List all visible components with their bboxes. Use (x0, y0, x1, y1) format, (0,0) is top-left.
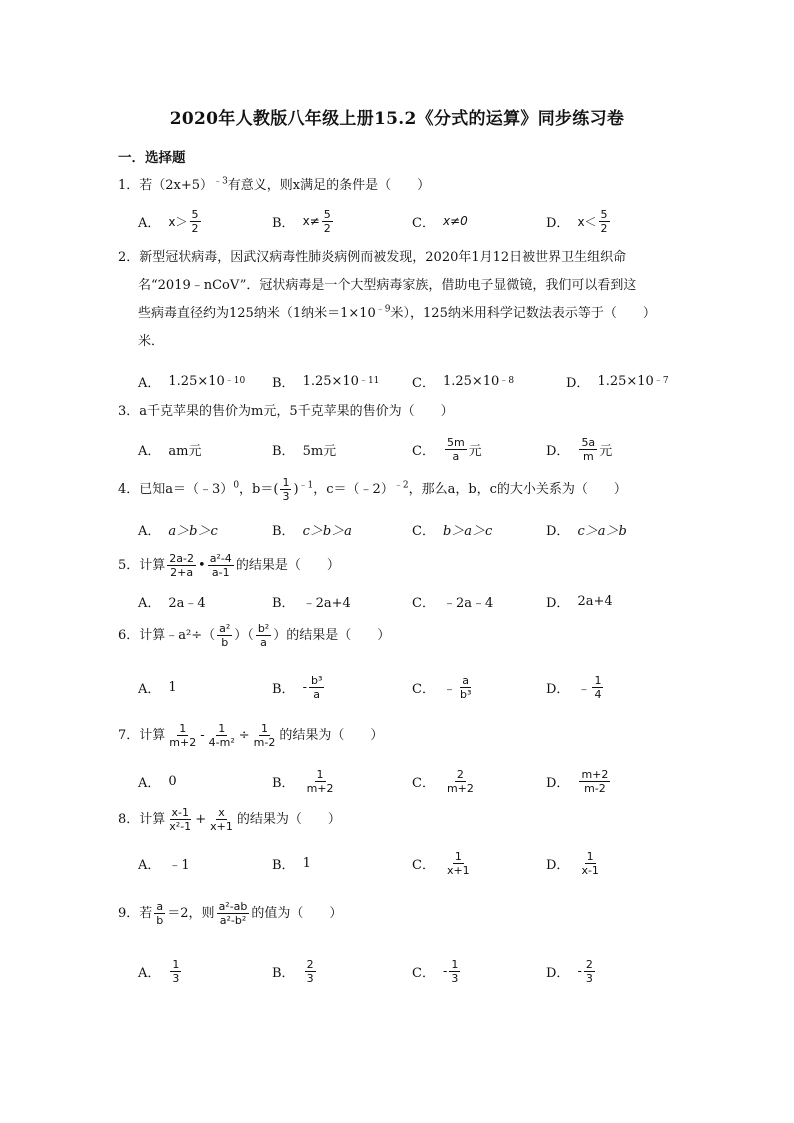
option-label: C． (412, 443, 435, 459)
exponent: 0 (233, 480, 240, 491)
exponent: ﹣3 (213, 176, 228, 187)
option-text: 5m元 (302, 443, 337, 459)
denominator: m-2 (253, 736, 276, 749)
numerator: 5m (446, 435, 465, 449)
option-label: B． (272, 443, 295, 459)
fraction (280, 476, 291, 503)
denominator: x-1 (581, 863, 599, 877)
option-label: D． (546, 595, 570, 611)
options-7 (138, 764, 678, 798)
numerator: 1 (218, 722, 226, 735)
denominator: a (452, 449, 460, 463)
option-d[interactable] (546, 954, 597, 988)
question-3 (118, 398, 678, 426)
option-text: c＞a＞b (577, 523, 627, 539)
denominator: 3 (282, 490, 290, 503)
question-text: 米． (138, 334, 165, 349)
option-label: B． (272, 857, 295, 873)
fraction (445, 768, 476, 795)
option-label: B． (272, 523, 295, 539)
denominator: a (260, 636, 267, 649)
denominator: 3 (585, 971, 593, 985)
fraction (170, 958, 181, 985)
option-b[interactable] (272, 846, 311, 880)
question-text: 计算 (139, 812, 166, 827)
question-text: 新型冠状病毒，因武汉病毒性肺炎病例而被发现，2020年1月12日被世界卫生组织命 (139, 250, 627, 265)
question-text: 名“2019﹣nCoV”．冠状病毒是一个大型病毒家族，借助电子显微镜，我们可以看到这 (138, 278, 637, 293)
fraction (190, 208, 201, 235)
option-b[interactable] (272, 204, 335, 238)
denominator: b (156, 914, 164, 927)
option-label: A． (138, 681, 161, 697)
question-6 (118, 622, 678, 650)
question-text: 的结果为（ ） (236, 812, 341, 827)
question-text: ) (293, 482, 299, 497)
fraction (154, 900, 165, 927)
options-5 (138, 584, 678, 618)
question-text: a千克苹果的售价为m元，5千克苹果的售价为（ ） (139, 404, 454, 419)
fraction (592, 674, 603, 701)
denominator: a²-b² (219, 914, 247, 927)
question-1 (118, 172, 678, 200)
question-number: 7． (118, 728, 140, 743)
numerator: a (462, 673, 470, 687)
fraction (599, 208, 610, 235)
option-a[interactable] (138, 512, 218, 546)
fraction (322, 208, 333, 235)
option-label: C． (412, 215, 435, 231)
numerator: 5a (581, 435, 596, 449)
option-label: D． (546, 443, 570, 459)
question-text: 计算﹣a²÷（ (139, 628, 216, 643)
option-label: D． (546, 523, 570, 539)
fraction (217, 900, 250, 927)
option-a[interactable]: A． 1.25×10 ﹣10 (138, 373, 246, 391)
option-b[interactable] (272, 432, 336, 466)
numerator: 2 (306, 957, 314, 971)
option-text: 2a﹣4 (168, 595, 206, 611)
option-label: D． (546, 775, 570, 791)
numerator: b³ (310, 673, 323, 687)
exponent: ﹣1 (298, 480, 314, 491)
option-text: 元 (599, 443, 613, 459)
option-text: b＞a＞c (442, 523, 493, 539)
option-text: ﹣1 (168, 857, 190, 873)
operator: ÷ (238, 728, 250, 743)
denominator: m+2 (169, 736, 197, 749)
question-text: 计算 (139, 558, 166, 573)
option-c[interactable] (412, 432, 482, 466)
numerator: 1 (586, 849, 594, 863)
sign: ﹣ (442, 681, 456, 697)
denominator: x+1 (446, 863, 470, 877)
option-text: ﹣2a﹣4 (442, 595, 494, 611)
option-d[interactable] (546, 764, 612, 798)
option-label: B． (272, 965, 295, 981)
question-number: 3． (118, 404, 140, 419)
question-number: 2． (118, 250, 140, 265)
option-label: A． (138, 523, 161, 539)
section-heading: 一．选择题 (118, 150, 186, 166)
option-label: B． (272, 775, 295, 791)
option-label: C． (412, 375, 435, 391)
exponent: ﹣2 (393, 480, 409, 491)
option-text: a＞b＞c (168, 523, 218, 539)
numerator: a²-4 (209, 552, 232, 565)
question-number: 1． (118, 178, 140, 193)
numerator: 1 (454, 849, 462, 863)
question-text: 的结果是（ ） (235, 558, 340, 573)
question-text: 已知a＝（﹣3） (139, 482, 234, 497)
question-8 (118, 806, 678, 834)
operator: + (195, 812, 207, 827)
option-text: 0 (168, 773, 177, 789)
question-text: ）（ (234, 628, 254, 643)
option-label: C． (412, 857, 435, 873)
option-label: A． (138, 443, 161, 459)
options-9 (138, 954, 678, 988)
option-c[interactable] (412, 954, 462, 988)
fraction (252, 722, 278, 749)
numerator: 2 (456, 767, 464, 781)
option-c[interactable] (412, 512, 492, 546)
fraction (207, 722, 237, 749)
denominator: b (221, 636, 229, 649)
option-a[interactable] (138, 584, 206, 618)
option-label: C． (412, 775, 435, 791)
denominator: 4-m² (208, 736, 235, 749)
question-text: ，b＝( (239, 482, 279, 497)
option-label: B． (272, 681, 295, 697)
option-label: B． (272, 595, 295, 611)
option-text: 1.25×10 (442, 373, 500, 389)
fraction (217, 622, 232, 649)
numerator: a (156, 900, 164, 913)
options-3 (138, 432, 678, 466)
question-5 (118, 552, 678, 580)
numerator: 1 (451, 957, 459, 971)
denominator: 2 (191, 221, 199, 235)
numerator: 2a-2 (169, 552, 195, 565)
option-label: C． (412, 595, 435, 611)
option-text: 1.25×10 (597, 373, 654, 389)
option-b[interactable] (272, 764, 338, 798)
question-number: 8． (118, 812, 140, 827)
fraction (579, 436, 597, 463)
option-text: x＜ (577, 214, 597, 229)
option-text: 1.25×10 (302, 373, 359, 389)
option-text: 1 (168, 679, 177, 695)
denominator: 2 (323, 221, 331, 235)
numerator: a²-ab (218, 900, 248, 913)
options-6 (138, 670, 678, 704)
numerator: 1 (316, 767, 324, 781)
option-label: D． (546, 215, 570, 231)
numerator: 1 (260, 722, 268, 735)
option-text: c＞b＞a (302, 523, 352, 539)
option-b[interactable] (272, 584, 351, 618)
denominator: 4 (594, 687, 602, 701)
option-b[interactable] (272, 670, 326, 704)
option-label: D． (546, 857, 570, 873)
denominator: m+2 (446, 781, 474, 795)
option-label: D． (546, 681, 570, 697)
option-a[interactable] (138, 954, 183, 988)
question-text: 米），125纳米用科学记数法表示等于（ ） (390, 306, 656, 321)
option-text: am元 (168, 443, 202, 459)
option-label: A． (138, 215, 161, 231)
denominator: x²-1 (169, 820, 192, 833)
option-a[interactable] (138, 670, 177, 704)
sign: - (302, 679, 307, 695)
numerator: b² (257, 622, 270, 635)
question-text: 的结果为（ ） (279, 728, 384, 743)
option-a[interactable] (138, 432, 201, 466)
numerator: x-1 (171, 806, 189, 819)
option-label: A． (138, 775, 161, 791)
option-d[interactable] (546, 846, 603, 880)
sign: - (442, 963, 448, 979)
numerator: x (218, 806, 225, 819)
denominator: a-1 (211, 566, 230, 579)
option-c[interactable] (412, 764, 478, 798)
question-number: 4． (118, 482, 140, 497)
option-text: 1.25×10 (168, 373, 225, 389)
option-label: B． (272, 215, 295, 231)
question-text: ，那么a，b，c的大小关系为（ ） (408, 482, 627, 497)
denominator: 3 (306, 971, 314, 985)
fraction (579, 850, 600, 877)
page-title: 2020年人教版八年级上册15.2《分式的运算》同步练习卷 (169, 109, 625, 129)
denominator: a (313, 687, 321, 701)
denominator: 3 (172, 971, 180, 985)
numerator: 1 (594, 673, 602, 687)
fraction (256, 622, 271, 649)
options-8 (138, 846, 678, 880)
numerator: a² (219, 622, 231, 635)
numerator: 1 (282, 476, 290, 489)
option-label: A． (138, 857, 161, 873)
fraction (445, 850, 472, 877)
fraction (449, 958, 460, 985)
fraction (458, 674, 473, 701)
question-7 (118, 722, 678, 750)
option-c[interactable] (412, 670, 475, 704)
option-text: x＞ (168, 214, 188, 229)
option-text: 1 (302, 855, 311, 871)
denominator: b³ (459, 687, 472, 701)
option-c[interactable] (412, 846, 474, 880)
numerator: 5 (323, 207, 331, 221)
question-text: 的值为（ ） (251, 906, 343, 921)
option-a[interactable] (138, 764, 177, 798)
exponent: ﹣9 (375, 304, 391, 315)
option-label: D． (566, 375, 590, 391)
denominator: 3 (451, 971, 459, 985)
question-text: 计算 (139, 728, 166, 743)
option-label: A． (138, 375, 161, 391)
fraction (208, 806, 235, 833)
option-label: C． (412, 523, 435, 539)
fraction (579, 768, 610, 795)
denominator: 2+a (170, 566, 194, 579)
denominator: x+1 (210, 820, 233, 833)
option-text: 元 (468, 443, 482, 459)
option-text: 2a+4 (577, 593, 613, 609)
fraction (445, 436, 467, 463)
question-text: ，c＝（﹣2） (313, 482, 394, 497)
option-label: A． (138, 965, 161, 981)
question-text: ＝2，则 (167, 906, 215, 921)
fraction (167, 552, 196, 579)
option-b[interactable] (272, 954, 318, 988)
numerator: 1 (179, 722, 187, 735)
numerator: 1 (172, 957, 180, 971)
option-label: D． (546, 965, 570, 981)
fraction (167, 806, 193, 833)
denominator: 2 (600, 221, 608, 235)
question-2 (118, 244, 678, 356)
operator: • (198, 558, 206, 573)
option-d[interactable] (546, 670, 605, 704)
operator: - (200, 728, 205, 743)
option-text: ﹣2a+4 (302, 595, 351, 611)
options-4 (138, 512, 678, 546)
numerator: 5 (600, 207, 608, 221)
question-text: 若（2x+5） (139, 178, 214, 193)
fraction (305, 958, 316, 985)
fraction (208, 552, 234, 579)
question-text: 若 (139, 906, 153, 921)
numerator: m+2 (581, 767, 609, 781)
fraction (305, 768, 336, 795)
sign: - (577, 963, 582, 979)
option-label: A． (138, 595, 161, 611)
numerator: 5 (191, 207, 199, 221)
numerator: 2 (585, 957, 593, 971)
option-a[interactable] (138, 204, 203, 238)
question-text: ）的结果是（ ） (273, 628, 391, 643)
question-number: 9． (118, 906, 140, 921)
denominator: m-2 (584, 781, 606, 795)
option-b[interactable] (272, 512, 352, 546)
option-d[interactable] (546, 204, 612, 238)
fraction (167, 722, 198, 749)
fraction (309, 674, 324, 701)
option-d[interactable] (546, 432, 612, 466)
option-text: x≠0 (442, 214, 468, 228)
option-label: C． (412, 681, 435, 697)
option-c[interactable] (412, 584, 493, 618)
option-d[interactable] (546, 512, 627, 546)
fraction (584, 958, 595, 985)
option-label: B． (272, 375, 295, 391)
question-4 (118, 476, 678, 504)
option-d[interactable] (546, 584, 613, 618)
sign: ﹣ (577, 681, 591, 697)
option-d[interactable]: D． 1.25×10 ﹣7 (566, 373, 669, 391)
options-1 (138, 204, 678, 238)
option-c[interactable] (412, 204, 468, 238)
question-number: 6． (118, 628, 140, 643)
option-a[interactable] (138, 846, 190, 880)
denominator: m+2 (306, 781, 334, 795)
options-2 (138, 364, 678, 398)
option-text: x≠ (302, 214, 320, 228)
question-number: 5． (118, 558, 140, 573)
option-c[interactable]: C． 1.25×10 ﹣8 (412, 373, 515, 391)
question-text: 些病毒直径约为125纳米（1纳米＝1×10 (138, 306, 376, 321)
question-9 (118, 900, 678, 928)
option-label: C． (412, 965, 435, 981)
denominator: m (582, 449, 594, 463)
question-text: 有意义，则x满足的条件是（ ） (227, 178, 431, 193)
option-b[interactable]: B． 1.25×10 ﹣11 (272, 373, 380, 391)
